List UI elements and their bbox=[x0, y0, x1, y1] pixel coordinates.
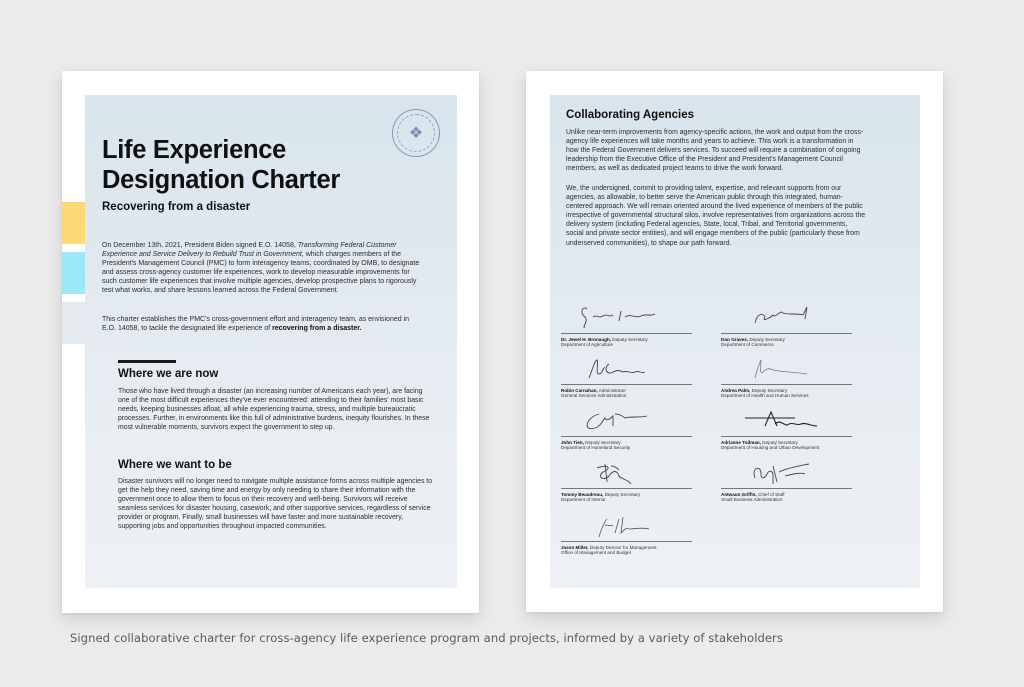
signature-block: Antwaun Griffin, Chief of Staff Small Business Administration bbox=[721, 458, 852, 503]
charter-cover-page bbox=[62, 71, 479, 613]
section-body-now: Those who have lived through a disaster (an increasing number of Americans each year), are facing one of the most difficult experiences they've ever encountered: attending to their families' most basic needs, keeping businesses afloat, all while experiencing trauma, stress, and multiple bureaucratic processes. Further, in environments like this full of administrative burdens, inequity flourishes. In these most vulnerable moments, survivors expect the government to step up. bbox=[118, 388, 430, 432]
section-heading-now: Where we are now bbox=[118, 368, 219, 380]
signature-icon bbox=[561, 406, 692, 434]
document-subtitle: Recovering from a disaster bbox=[102, 201, 251, 213]
collaborating-agencies-title: Collaborating Agencies bbox=[566, 109, 695, 121]
signature-icon bbox=[721, 458, 852, 486]
accent-strip-cyan bbox=[62, 252, 85, 294]
accent-strip-grey bbox=[62, 302, 85, 344]
signature-icon bbox=[721, 303, 852, 331]
cover-content-panel bbox=[85, 95, 457, 588]
accent-strip-yellow bbox=[62, 202, 85, 244]
signature-block: Don Graves, Deputy Secretary Department of Commerce bbox=[721, 303, 852, 348]
agencies-paragraph-2: We, the undersigned, commit to providing talent, expertise, and relevant supports from our agencies, as allowable, to better serve the American public through this integrated, human-centered approach. We will remain oriented around the lived experience of members of the public irrespective of governmental structural silos, involve representatives from organizations across the delivery system (including Federal agencies, State, local, Tribal, and Territorial governments, social and private sector entities), and will engage members of the public (particularly those from underserved communities), to shape our path forward. bbox=[566, 185, 866, 247]
signature-block: Adrianne Todman, Deputy Secretary Department of Housing and Urban Development bbox=[721, 406, 852, 451]
signature-block: Tommy Beaudreau, Deputy Secretary Department of Interior bbox=[561, 458, 692, 503]
intro-paragraph: On December 13th, 2021, President Biden signed E.O. 14058, Transforming Federal Customer Experience and Service Delivery to Rebuild Trust in Government, which charges members of the President's Management Council (PMC) to form interagency teams, coordinated by OMB, to designate and assess cross-agency customer life experiences, work to develop measurable improvements for such customer life experiences that involve multiple agencies, develop prospective plans to rigorously test what works, and share lessons learned across the Federal Government. bbox=[102, 242, 420, 295]
section-heading-future: Where we want to be bbox=[118, 459, 232, 471]
signature-icon bbox=[721, 406, 852, 434]
image-caption: Signed collaborative charter for cross-agency life experience program and projects, informed by a variety of stakeholders bbox=[70, 631, 783, 645]
signature-icon bbox=[561, 458, 692, 486]
signature-block: Robin Carnahan, Administrator General Services Administration bbox=[561, 354, 692, 399]
signature-block: Jason Miller, Deputy Director for Management Office of Management and Budget bbox=[561, 511, 692, 556]
agencies-paragraph-1: Unlike near-term improvements from agency-specific actions, the work and output from the cross-agency life experiences will take months and years to achieve. This work is a transformation in how the Federal Government delivers services. To succeed will require a combination of ongoing leadership from the Executive Office of the President and President's Management Council members, as well as dedicated project teams to drive the work forward. bbox=[566, 129, 864, 173]
signature-page bbox=[526, 71, 943, 612]
signature-content-panel bbox=[550, 95, 920, 588]
signature-block: Dr. Jewel H. Bronaugh, Deputy Secretary Department of Agriculture bbox=[561, 303, 692, 348]
signature-block: Andrea Palm, Deputy Secretary Department of Health and Human Services bbox=[721, 354, 852, 399]
section-divider bbox=[118, 360, 176, 363]
charter-paragraph: This charter establishes the PMC's cross-government effort and interagency team, as envisioned in E.O. 14058, to tackle the designated life experience of recovering from a disaster. bbox=[102, 316, 410, 333]
signature-icon bbox=[721, 354, 852, 382]
official-seal-icon: ❖ bbox=[392, 109, 440, 157]
section-body-future: Disaster survivors will no longer need to navigate multiple assistance forms across multiple agencies to get the help they need, saving time and energy by only needing to share their information with the government once to allow them to focus on their recovery and well-being. Survivors will receive seamless services for disaster housing, casework, and other supportive services, regardless of service provider or program. Finally, small businesses will have faster and more sustainable recovery, supporting jobs and opportunities throughout impacted communities. bbox=[118, 478, 433, 531]
signature-icon bbox=[561, 354, 692, 382]
signature-icon bbox=[561, 303, 692, 331]
signature-icon bbox=[561, 511, 692, 539]
document-title: Life Experience Designation Charter bbox=[102, 136, 341, 194]
signature-block: John Tien, Deputy Secretary Department of Homeland Security bbox=[561, 406, 692, 451]
